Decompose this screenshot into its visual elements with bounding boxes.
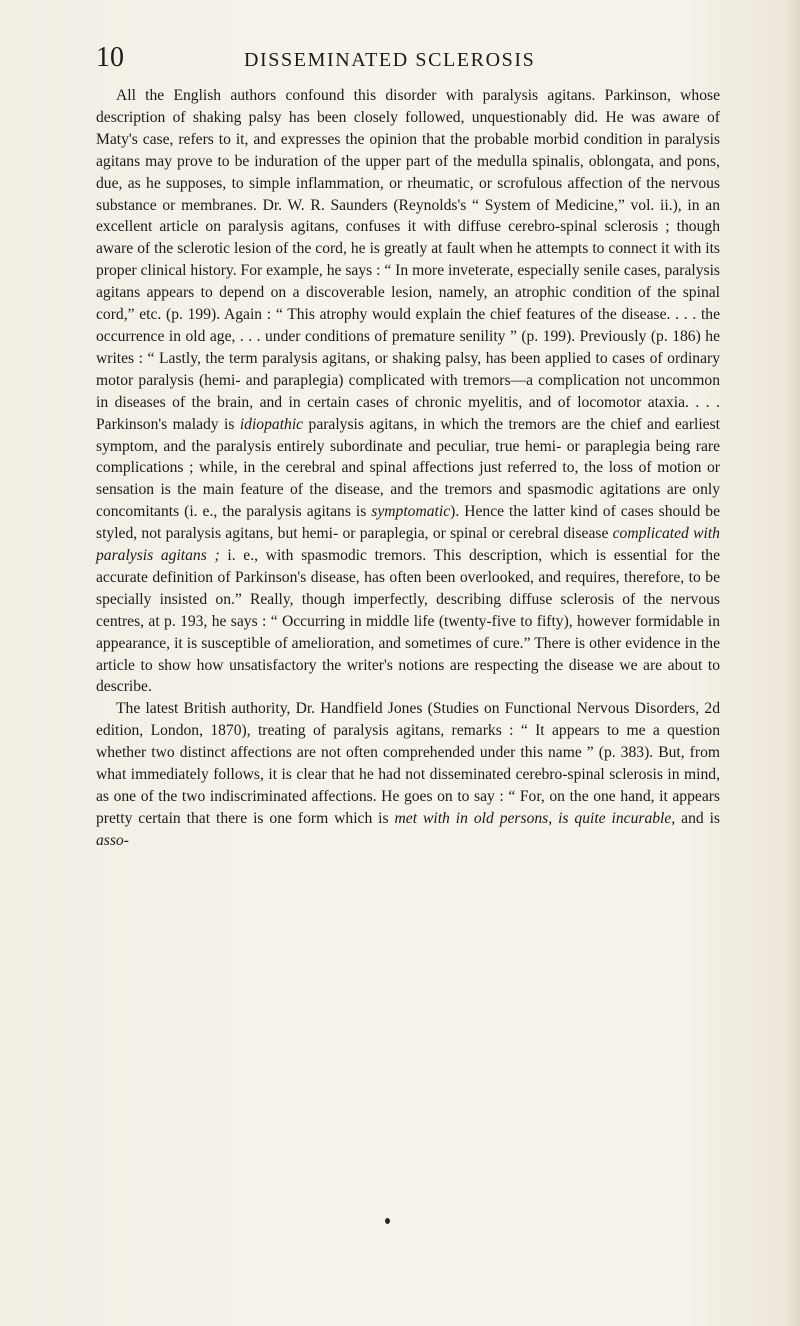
paragraph-2-text-a: The latest British authority, Dr. Handfield Jones (Studies on Functional Nervous Disorders, 2d edition, London, 1870), treating of paralysis agitans, remarks : “ It appears to me a question whether two distinct affections are not often comprehended under this name ” (p. 383). But, from what immediately follows, it is clear that he had not disseminated cerebro-spinal sclerosis in mind, as one of the two indiscriminated affections. He goes on to say : “ For, on the one hand, it appears pretty certain that there is one form which is <box>96 700 720 827</box>
paragraph-1-text-b: paralysis agitans, in which the tremors are the chief and earliest symptom, and the paralysis entirely subordinate and peculiar, true hemi- or paraplegia being rare complications ; while, in the cerebral and spinal affections just referred to, the loss of motion or sensation is the main feature of the disease, and the tremors and spasmodic agitations are only concomitants (i. e., the paralysis agitans is <box>96 415 721 521</box>
ink-speck <box>385 1218 390 1224</box>
page-edge-shadow <box>786 0 800 1326</box>
paragraph-1-italic-complicated: complicated with paralysis agitans ; <box>96 525 720 565</box>
paragraph-2 <box>96 698 720 851</box>
paragraph-2-italic-old-persons: met with in old persons, is quite incurable, <box>394 809 676 827</box>
paragraph-2-italic-asso: asso- <box>96 831 129 849</box>
paragraph-1 <box>96 85 720 698</box>
body-text <box>96 85 720 852</box>
page-header <box>96 42 718 82</box>
paragraph-1-text-a: All the English authors confound this disorder with paralysis agitans. Parkinson, whose description of shaking palsy has been closely followed, unquestionably did. He was aware of Maty's case, refers to it, and expresses the opinion that the probable morbid condition in paralysis agitans may prove to be induration of the upper part of the medulla spinalis, oblongata, and pons, due, as he supposes, to simple inflammation, or rheumatic, or scrofulous affection of the nervous substance or membranes. Dr. W. R. Saunders (Reynolds's “ System of Medicine,” vol. ii.), in an excellent article on paralysis agitans, confuses it with diffuse cerebro-spinal sclerosis ; though aware of the sclerotic lesion of the cord, he is greatly at fault when he attempts to connect it with its proper clinical history. For example, he says : “ In more inveterate, especially senile cases, paralysis agitans appears to depend on a discoverable lesion, namely, an atrophic condition of the spinal cord,” etc. (p. 199). Again : “ This atrophy would explain the chief features of the disease. . . . the occurrence in old age, . . . under conditions of premature senility ” (p. 199). Previously (p. 186) he writes : “ Lastly, the term paralysis agitans, or shaking palsy, has been applied to cases of ordinary motor paralysis (hemi- and paraplegia) complicated with tremors—a complication not uncommon in diseases of the brain, and in certain cases of chronic myelitis, and of locomotor ataxia. . . . Parkinson's malady is <box>96 87 720 433</box>
page-number: 10 <box>96 42 124 73</box>
paragraph-1-text-c: ). Hence the latter kind of cases should be styled, not paralysis agitans, but hemi- or paraplegia, or spinal or cerebral disease <box>96 503 720 543</box>
paragraph-1-italic-idiopathic: idiopathic <box>239 415 304 433</box>
paragraph-1-italic-symptomatic: symptomatic <box>371 503 451 521</box>
running-head: DISSEMINATED SCLEROSIS <box>244 49 536 71</box>
paragraph-2-text-b: and is <box>675 809 720 827</box>
paragraph-1-text-d: i. e., with spasmodic tremors. This description, which is essential for the accurate definition of Parkinson's disease, has often been overlooked, and requires, therefore, to be specially insisted on.” Really, though imperfectly, describing diffuse sclerosis of the nervous centres, at p. 193, he says : “ Occurring in middle life (twenty-five to fifty), however formidable in appearance, it is susceptible of amelioration, and sometimes of cure.” There is other evidence in the article to show how unsatisfactory the writer's notions are respecting the disease we are about to describe. <box>96 547 720 696</box>
